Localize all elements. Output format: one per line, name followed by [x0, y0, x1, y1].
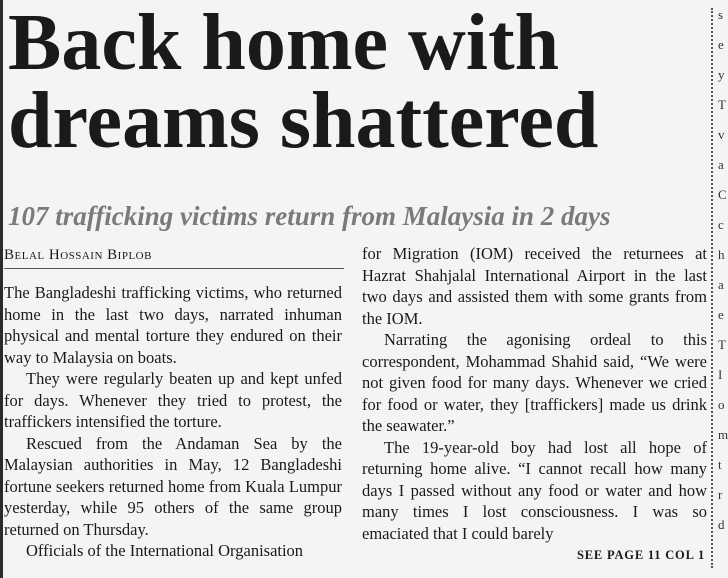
- edge-fragment: m: [718, 427, 728, 442]
- article-column-right: [362, 243, 707, 544]
- paragraph: They were regularly beaten up and kept unfed for days. Whenever they tried to protest, the traffickers intensified the torture.: [4, 369, 342, 431]
- paragraph: The Bangladeshi trafficking victims, who returned home in the last two days, narrated inhuman physical and mental torture they endured on their way to Malaysia on boats.: [4, 283, 342, 367]
- left-column-rule: [0, 0, 3, 578]
- edge-fragment: o: [718, 397, 725, 412]
- dotted-column-divider: [711, 8, 713, 568]
- edge-fragment: e: [718, 307, 724, 322]
- edge-fragment: a: [718, 157, 724, 172]
- paragraph: Officials of the International Organisation: [26, 541, 304, 560]
- paragraph: for Migration (IOM) received the returnees at Hazrat Shahjalal International Airport in the last two days and assisted them with some grants from the IOM.: [362, 244, 707, 328]
- edge-fragment: a: [718, 277, 724, 292]
- edge-fragment: T: [718, 97, 726, 112]
- edge-fragment: c: [718, 217, 724, 232]
- paragraph: Rescued from the Andaman Sea by the Malaysian authorities in May, 12 Bangladeshi fortune seekers returned home from Kuala Lumpur yesterday, while 95 others of the same group returned on Thursday.: [4, 433, 342, 539]
- edge-fragment: T: [718, 337, 726, 352]
- edge-fragment: h: [718, 247, 725, 262]
- edge-fragment: I: [718, 367, 723, 382]
- paragraph: The 19-year-old boy had lost all hope of returning home alive. “I cannot recall how many days I passed without any food or water and how many times I lost consciousness. I was so emaciated that I could barely: [362, 437, 707, 543]
- paragraph: Narrating the agonising ordeal to this correspondent, Mohammad Shahid said, “We were not given food for many days. Whenever we cried for food or water, they [traffickers] made us drink the seawater.”: [362, 330, 707, 435]
- adjacent-column-edge: [716, 0, 728, 578]
- edge-fragment: t: [718, 457, 722, 472]
- edge-fragment: v: [718, 127, 725, 142]
- article-column-left: [4, 282, 342, 562]
- edge-fragment: C: [718, 187, 727, 202]
- byline: Belal Hossain Biplob: [4, 247, 344, 269]
- edge-fragment: y: [718, 67, 725, 82]
- headline: [8, 0, 713, 165]
- edge-fragment: r: [718, 487, 723, 502]
- headline-line-2: dreams shattered: [8, 77, 599, 165]
- continuation-note: SEE PAGE 11 COL 1: [577, 548, 705, 562]
- edge-fragment: s: [718, 7, 724, 22]
- headline-line-1: Back home with: [8, 0, 560, 87]
- subheadline: 107 trafficking victims return from Malaysia in 2 days: [8, 201, 611, 231]
- edge-fragment: d: [718, 517, 725, 532]
- edge-fragment: e: [718, 37, 724, 52]
